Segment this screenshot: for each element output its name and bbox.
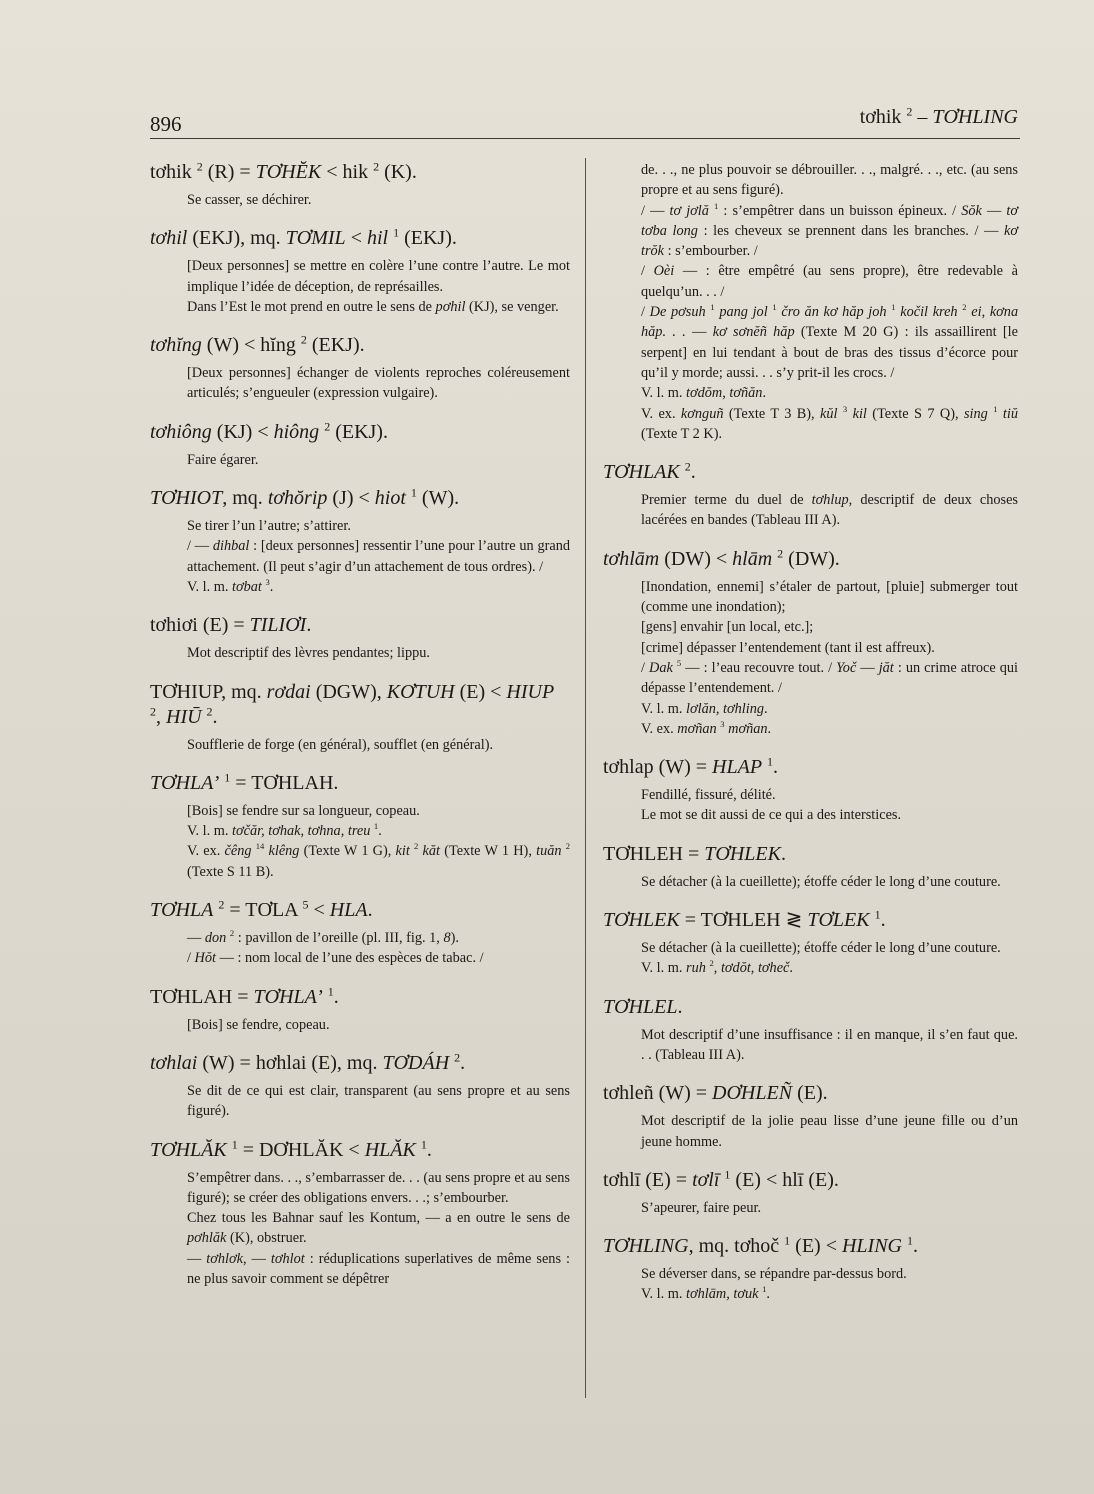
- definition-line: V. l. m. lơlăn, tơhling.: [641, 700, 768, 717]
- definition-line: Se tirer l’un l’autre; s’attirer.: [187, 518, 351, 535]
- entry-definition: [150, 1168, 570, 1290]
- entry-headword: TƠHLĂK $^1$ = DƠHLĂK < HLĂK $^1$.: [150, 1136, 432, 1161]
- definition-line: V. l. m. ruh $^2$, tơdŏt, tơheč.: [641, 958, 793, 977]
- dictionary-entry: [150, 613, 570, 663]
- definition-line: — don $^2$ : pavillon de l’oreille (pl. III, fig. 1, 8).: [187, 928, 459, 947]
- entry-headword: tơhil (EKJ), mq. TƠMIL < hil $^1$ (EKJ).: [150, 225, 457, 250]
- dictionary-entry: [603, 1081, 1018, 1152]
- definition-line: V. ex. kơnguñ (Texte T 3 B), kŭl $^3$ kil (Texte S 7 Q), sing $^1$ tiŭ (Texte T 2 K).: [641, 403, 1019, 442]
- dictionary-entry: [150, 486, 570, 597]
- entry-definition: [150, 516, 570, 597]
- definition-line: Dans l’Est le mot prend en outre le sens de pơhil (KJ), se venger.: [187, 298, 559, 315]
- entry-definition: [150, 190, 570, 210]
- definition-line: V. ex. mơñan $^3$ mơñan.: [641, 719, 772, 737]
- entry-definition: [150, 928, 570, 969]
- page-number: 896: [150, 112, 182, 136]
- entry-definition: [150, 801, 570, 882]
- definition-line: [crime] dépasser l’entendement (tant il est affreux).: [641, 639, 935, 656]
- header-rule: [150, 138, 1020, 139]
- running-head-separator: –: [912, 106, 933, 128]
- entry-headword: TƠHIOT, mq. tơhŏrip (J) < hiot $^1$ (W).: [150, 485, 460, 510]
- definition-line: Fendillé, fissuré, délité.: [641, 787, 776, 804]
- entry-definition: [603, 1111, 1018, 1152]
- entry-headword: TƠHLA’ $^1$ = TƠHLAH.: [150, 770, 339, 794]
- definition-line: V. l. m. tơbat $^3$.: [187, 577, 274, 595]
- entry-headword: TƠHLEL.: [603, 995, 683, 1018]
- definition-line: Soufflerie de forge (en général), soufflet (en général).: [187, 736, 494, 753]
- definition-line: — tơhlơk, — tơhlot : réduplications superlatives de même sens : ne plus savoir comment se dépêtrer: [187, 1250, 570, 1288]
- entry-headword: tơhĭng (W) < hĭng $^2$ (EKJ).: [150, 332, 365, 357]
- entry-headword: tơhleñ (W) = DƠHLEÑ (E).: [603, 1082, 828, 1105]
- entry-headword: tơhlām (DW) < hlām $^2$ (DW).: [603, 546, 840, 570]
- dictionary-entry: [603, 160, 1018, 444]
- definition-line: Se détacher (à la cueillette); étoffe céder le long d’une couture.: [641, 940, 1001, 957]
- definition-line: / Hŏt — : nom local de l’une des espèces de tabac. /: [187, 950, 484, 967]
- entry-definition: [603, 785, 1018, 826]
- entry-definition: [603, 577, 1018, 739]
- entry-headword: TƠHLEH = TƠHLEK.: [603, 842, 786, 865]
- entry-definition: [603, 938, 1018, 979]
- entry-headword: TƠHLAK $^2$.: [603, 459, 696, 484]
- dictionary-entry: [150, 1138, 570, 1290]
- entry-definition: [603, 490, 1018, 531]
- definition-line: Mot descriptif de la jolie peau lisse d’une jeune fille ou d’un jeune homme.: [641, 1113, 1018, 1150]
- definition-line: / — dihbal : [deux personnes] ressentir l’une pour l’autre un grand attachement. (Il peut s’agir d’un attachement de tous ordres). /: [187, 538, 570, 575]
- running-head: [860, 106, 1018, 129]
- dictionary-entry: [603, 842, 1018, 892]
- dictionary-entry: [603, 755, 1018, 826]
- definition-line: Se déverser dans, se répandre par-dessus bord.: [641, 1266, 907, 1283]
- entry-headword: TƠHLA $^2$ = TƠLA $^5$ < HLA.: [150, 897, 373, 922]
- left-column: [150, 160, 570, 1305]
- definition-line: Chez tous les Bahnar sauf les Kontum, — a en outre le sens de pơhlăk (K), obstruer.: [187, 1210, 570, 1247]
- definition-line: [gens] envahir [un local, etc.];: [641, 619, 814, 636]
- entry-definition: [603, 1264, 1018, 1305]
- definition-line: V. ex. čêng $^{14}$ klêng (Texte W 1 G), kit $^2$ kăt (Texte W 1 H), tuăn $^2$ (Texte S 11 B).: [187, 841, 571, 880]
- definition-line: / Oèi — : être empêtré (au sens propre), être redevable à quelqu’un. . . /: [641, 263, 1018, 300]
- dictionary-entry: [603, 1234, 1018, 1305]
- dictionary-entry: [150, 160, 570, 210]
- definition-line: V. l. m. tơčăr, tơhak, tơhna, treu $^1$.: [187, 821, 382, 840]
- entry-definition: [603, 1025, 1018, 1066]
- definition-line: / Dak $^5$ — : l’eau recouvre tout. / Yoč — jăt : un crime atroce qui dépasse l’entendement. /: [641, 658, 1019, 697]
- entry-definition: [603, 160, 1018, 444]
- dictionary-entry: [150, 771, 570, 882]
- definition-line: Se détacher (à la cueillette); étoffe céder le long d’une couture.: [641, 873, 1001, 890]
- dictionary-entry: [603, 547, 1018, 739]
- entry-definition: [603, 872, 1018, 892]
- entry-headword: tơhlai (W) = hơhlai (E), mq. TƠDÁH $^2$.: [150, 1050, 466, 1074]
- dictionary-entry: [603, 908, 1018, 979]
- entry-definition: [603, 1198, 1018, 1218]
- entry-headword: tơhiông (KJ) < hiông $^2$ (EKJ).: [150, 419, 388, 443]
- definition-line: Se dit de ce qui est clair, transparent (au sens propre et au sens figuré).: [187, 1082, 570, 1120]
- column-divider: [585, 158, 586, 1398]
- dictionary-entry: [150, 333, 570, 404]
- entry-definition: [150, 1081, 570, 1122]
- dictionary-entry: [150, 420, 570, 470]
- dictionary-entry: [150, 226, 570, 317]
- definition-line: V. l. m. tơdŏm, tơñăn.: [641, 385, 767, 402]
- entry-headword: tơhlap (W) = HLAP $^1$.: [603, 754, 779, 779]
- definition-line: [Inondation, ennemi] s’étaler de partout, [pluie] submerger tout (comme une inondation);: [641, 578, 1018, 616]
- definition-line: V. l. m. tơhlām, tơuk $^1$.: [641, 1284, 770, 1303]
- definition-line: S’empêtrer dans. . ., s’embarrasser de. . . (au sens propre et au sens figuré); se créer des obligations envers. . .; s’embourber.: [187, 1169, 570, 1206]
- entry-headword: TƠHLAH = TƠHLA’ $^1$.: [150, 983, 339, 1008]
- entry-headword: tơhiơi (E) = TILIƠI.: [150, 614, 312, 637]
- definition-line: [Bois] se fendre, copeau.: [187, 1016, 330, 1033]
- definition-line: Mot descriptif d’une insuffisance : il en manque, il s’en faut que. . . (Tableau III A).: [641, 1026, 1018, 1063]
- definition-line: de. . ., ne plus pouvoir se débrouiller. . ., malgré. . ., etc. (au sens propre et au sens figuré).: [641, 162, 1018, 199]
- entry-headword: tơhik $^2$ (R) = TƠHĔK < hik $^2$ (K).: [150, 159, 417, 183]
- entry-headword: TƠHLING, mq. tơhoč $^1$ (E) < HLING $^1$.: [603, 1233, 918, 1258]
- definition-line: Faire égarer.: [187, 451, 259, 468]
- dictionary-entry: [150, 898, 570, 969]
- entry-definition: [150, 735, 570, 755]
- entry-headword: tơhlī (E) = tơlī $^1$ (E) < hlī (E).: [603, 1167, 839, 1191]
- running-head-word: tơhik: [859, 106, 902, 128]
- definition-line: S’apeurer, faire peur.: [641, 1199, 762, 1216]
- dictionary-entry: [603, 995, 1018, 1066]
- entry-definition: [150, 1015, 570, 1035]
- entry-definition: [150, 450, 570, 470]
- dictionary-entry: [603, 460, 1018, 531]
- dictionary-entry: [150, 985, 570, 1035]
- definition-line: Mot descriptif des lèvres pendantes; lippu.: [187, 645, 430, 662]
- definition-line: [Deux personnes] échanger de violents reproches coléreusement articulés; s’engueuler (expression vulgaire).: [187, 365, 570, 402]
- running-head-end: TƠHLING: [932, 106, 1018, 128]
- dictionary-entry: [150, 1051, 570, 1122]
- dictionary-entry: [603, 1168, 1018, 1218]
- definition-line: [Deux personnes] se mettre en colère l’une contre l’autre. Le mot implique l’idée de déception, de représailles.: [187, 258, 570, 295]
- definition-line: / De pơsuh $^1$ pang jol $^1$ čro ăn kơ hăp joh $^1$ kočil kreh $^2$ ei, kơna hăp. . . — kơ sơnĕñ hăp (Texte M 20 G) : ils assaillirent [le serpent] en lui tendant à bout de bras des tissus d’écorce pour qu’il y morde; aussi. . . s’y prit-il les crocs. /: [641, 302, 1019, 381]
- running-head-superscript: 2: [906, 104, 913, 119]
- entry-headword: TƠHLEK = TƠHLEH ≷ TƠLEK $^1$.: [603, 907, 886, 932]
- dictionary-entry: [150, 680, 570, 755]
- entry-headword: TƠHIUP, mq. rơdai (DGW), KƠTUH (E) < HIUP $^2$, HIŪ $^2$.: [150, 680, 555, 728]
- entry-definition: [150, 363, 570, 404]
- entry-definition: [150, 256, 570, 317]
- definition-line: [Bois] se fendre sur sa longueur, copeau.: [187, 802, 420, 819]
- entry-definition: [150, 643, 570, 663]
- right-column: [603, 160, 1018, 1321]
- definition-line: Le mot se dit aussi de ce qui a des interstices.: [641, 807, 902, 824]
- definition-line: / — tơ jơlă $^1$ : s’empêtrer dans un buisson épineux. / Sŏk — tơ tơba long : les cheveux se prennent dans les branches. / — kơ trŏk : s’embourber. /: [641, 200, 1018, 260]
- definition-line: Premier terme du duel de tơhlup, descriptif de deux choses lacérées en bandes (Tableau III A).: [641, 492, 1018, 529]
- definition-line: Se casser, se déchirer.: [187, 192, 312, 208]
